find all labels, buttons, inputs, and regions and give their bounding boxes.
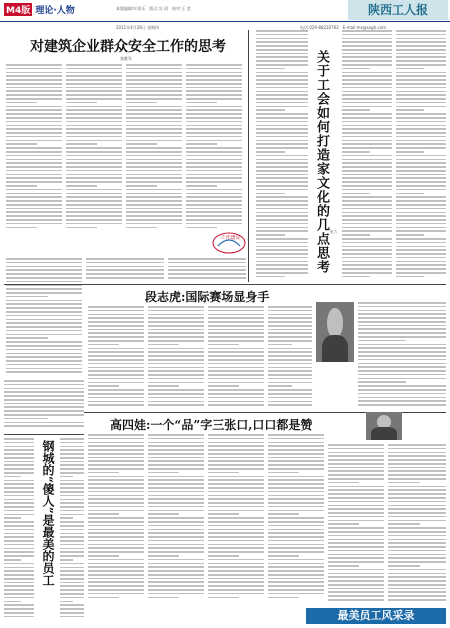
hero-col-2: [148, 434, 204, 604]
hero-article-title: 高四娃:一个“品”字三张口,口口都是赞: [110, 418, 313, 432]
main-article-title: 对建筑企业群众安全工作的思考: [30, 39, 226, 55]
section-name: 理论·人物: [35, 6, 75, 16]
hero-col-3: [208, 434, 264, 604]
quality-col-top: [4, 380, 84, 432]
profile-col-1: [88, 306, 144, 410]
column-divider: [248, 30, 249, 282]
main-article-col-1: [6, 64, 62, 234]
main-article-byline: 张维军: [120, 56, 132, 61]
quality-col-2: [60, 438, 84, 624]
profile-col-5: [358, 302, 446, 410]
main-article-lower-col-2: [86, 258, 164, 284]
culture-article-col-1: [256, 30, 308, 282]
main-article-col-2: [66, 64, 122, 234]
quality-col-1: [4, 438, 34, 624]
header-rule: [0, 21, 450, 22]
main-article-lower-col-1: [6, 258, 82, 378]
section-tag: M4版: [4, 3, 32, 16]
section-label: [4, 3, 75, 16]
page-header: [0, 0, 450, 22]
issue-date: 2011年4月28日 星期四: [116, 25, 160, 30]
hero-col-6: [388, 444, 446, 604]
logo-caption: 工作建议: [220, 235, 241, 241]
profile-photo: [316, 302, 354, 362]
hero-col-4: [268, 434, 324, 604]
hero-photo: [366, 412, 402, 440]
profile-col-3: [208, 306, 264, 410]
culture-article-title: 关于工会如何打造家文化的几点思考: [314, 50, 329, 274]
quality-article-title: 钢城的“傻人”是最美的员工: [41, 440, 55, 586]
main-article-col-3: [126, 64, 182, 234]
newspaper-masthead: 陕西工人报: [348, 0, 448, 20]
footer-banner: 最美员工风采录: [306, 608, 446, 624]
culture-article-col-3: [396, 30, 446, 282]
main-article-lower-col-3: [168, 258, 246, 284]
profile-col-4: [268, 306, 312, 410]
profile-col-2: [148, 306, 204, 410]
section-divider: [4, 284, 446, 285]
section-divider-3: [4, 434, 84, 435]
profile-article-title: 段志虎:国际赛场显身手: [145, 290, 270, 304]
culture-article-author: 张力: [330, 230, 338, 234]
hero-col-1: [88, 434, 144, 604]
culture-article-col-2: [342, 30, 392, 282]
hero-col-5: [328, 444, 384, 604]
contact-info: 电话:029-88230762 E-mail:ms@sxgh.com: [300, 25, 386, 30]
editor-credits: 本版编辑:叶家乐 版式:吴 玥 校对:王 莹: [116, 6, 191, 11]
main-article-col-4: [186, 64, 242, 232]
